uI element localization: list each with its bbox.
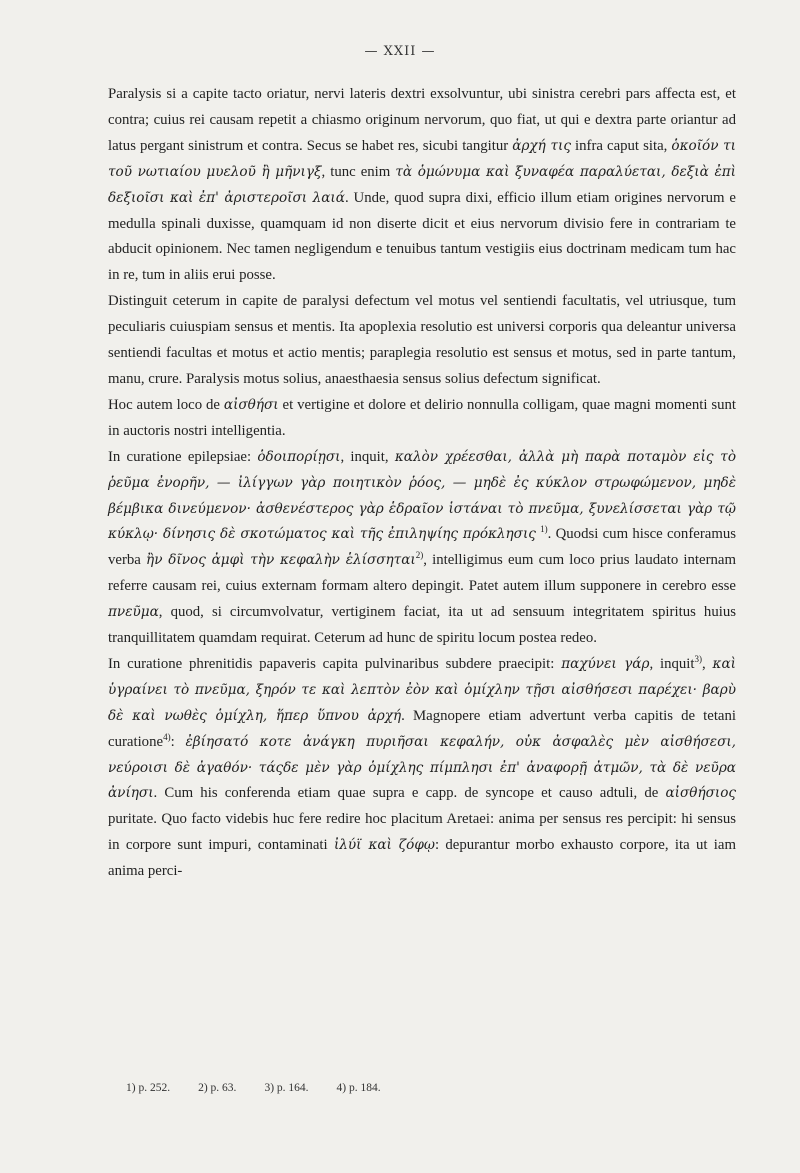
footnote: 3) p. 164. bbox=[264, 1082, 309, 1094]
greek-quote: αἰσθήσι bbox=[223, 396, 279, 413]
greek-quote: ἰλύϊ καὶ ζόφῳ bbox=[333, 837, 435, 854]
paragraph bbox=[108, 82, 736, 289]
footnote: 4) p. 184. bbox=[336, 1082, 381, 1094]
body-text bbox=[108, 82, 736, 885]
latin-text: . Quodsi cum hisce conferamus verba bbox=[108, 526, 736, 569]
latin-text: et vertigine et dolore et delirio nonnulla colligam, quae magni momenti sunt in auctoris nostri intelligentia. bbox=[108, 396, 737, 439]
footnote: 2) p. 63. bbox=[198, 1082, 237, 1094]
paragraph bbox=[108, 652, 736, 885]
paragraph bbox=[108, 289, 736, 393]
latin-text: infra caput sita, bbox=[570, 137, 672, 154]
latin-text: : bbox=[170, 733, 186, 750]
latin-text: . Magnopere etiam advertunt verba capitis de tetani curatione bbox=[108, 707, 737, 750]
latin-text: . Unde, quod supra dixi, efficio illum etiam origines nervorum e medulla spinali duxisse, quamquam id non diserte dicit et eius nervorum divisio fere in contrariam te abducit opinionem. Nec tamen negligendum e tenuibus tantum vestigiis eius doctrinam medicam tum hac in re, tum in aliis erui posse. bbox=[108, 189, 736, 284]
footnotes bbox=[126, 1082, 409, 1094]
latin-text: , quod, si circumvolvatur, vertiginem faciat, ita ut ad sensuum integritatem spiritus huius tranquillitatem quamdam requirat. Ceterum ad hunc de spiritu locum postea redeo. bbox=[108, 604, 736, 647]
greek-quote: ἀρχή τις bbox=[512, 137, 571, 154]
greek-quote: καλὸν χρέεσθαι, ἀλλὰ μὴ παρὰ ποταμὸν εἰς τὸ ῥεῦμα ἐνορῆν, — ἰλίγγων γὰρ ποιητικὸν ῥόος, — μηδὲ ἐς κύκλον στρωφώμενον, μηδὲ βέμβικα δινεύμενον· ἀσθενέστερος γὰρ ἑδραῖον ἱστάναι τὸ πνεῦμα, ξυνελίσσεται γὰρ τῷ κύκλῳ· δίνησις δὲ σκοτώματος καὶ τῆς ἐπιληψίης πρόκλησις bbox=[108, 448, 737, 543]
greek-quote: παχύνει γάρ bbox=[561, 655, 650, 672]
greek-quote: ἢν δῖνος ἀμφὶ τὴν κεφαλὴν ἑλίσσηται bbox=[146, 552, 416, 569]
latin-text: . Cum his conferenda etiam quae supra e capp. de syncope et causo adtuli, de bbox=[153, 785, 666, 802]
latin-text: : depurantur morbo exhausto corpore, ita ut iam anima perci- bbox=[108, 837, 736, 880]
latin-text: , bbox=[702, 655, 713, 672]
latin-text: , intelligimus eum cum loco prius laudato internam referre causam rei, cuius externam formam altero depingit. Patet autem illum supponere in cerebro esse bbox=[108, 552, 736, 595]
latin-text: , inquit, bbox=[340, 448, 395, 465]
greek-quote: ὁκοῖόν τι τοῦ νωτιαίου μυελοῦ ἢ μῆνιγξ bbox=[108, 137, 736, 180]
footnote-ref: 4) bbox=[163, 731, 171, 742]
latin-text: In curatione phrenitidis papaveris capita pulvinaribus subdere praecipit: bbox=[108, 655, 562, 672]
latin-text: , inquit bbox=[649, 655, 695, 672]
greek-quote: ἐβίησατό κοτε ἀνάγκη πυριῆσαι κεφαλήν, οὐκ ἀσφαλὲς μὲν αἰσθήσεσι, νεύροισι δὲ ἀγαθόν· τάςδε μὲν γὰρ ὁμίχλης πίμπλησι ἐπ' ἀναφορῇ ἀτμῶν, τὰ δὲ νεῦρα ἀνίησι bbox=[108, 733, 737, 802]
latin-text: Paralysis si a capite tacto oriatur, nervi lateris dextri exsolvuntur, ubi sinistra cerebri pars affecta est, et contra; cuius rei causam repetit a chiasmo originum nervorum, quo fiat, ut qui e dextra parte oriantur ad latus pergant sinistrum et contra. Secus se habet res, sicubi tangitur bbox=[108, 86, 736, 154]
latin-text: Hoc autem loco de bbox=[108, 396, 224, 413]
footnote-ref: 3) bbox=[694, 654, 703, 665]
latin-text: In curatione epilepsiae: bbox=[108, 448, 258, 465]
page-number: — XXII — bbox=[364, 44, 436, 59]
greek-quote: καὶ ὑγραίνει τὸ πνεῦμα, ξηρόν τε καὶ λεπτὸν ἐὸν καὶ ὁμίχλην τῇσι αἰσθήσεσι παρέχει· βαρὺ δὲ καὶ νωθὲς ὁμίχλη, ἥπερ ὕπνου ἀρχή bbox=[108, 655, 736, 724]
greek-quote: τὰ ὁμώνυμα καὶ ξυναφέα παραλύεται, δεξιὰ ἐπὶ δεξιοῖσι καὶ ἐπ' ἀριστεροῖσι λαιά bbox=[108, 163, 737, 206]
latin-text: , tunc enim bbox=[321, 163, 396, 180]
paragraph bbox=[108, 393, 736, 445]
footnote-ref: 2) bbox=[415, 550, 424, 561]
greek-quote: ὁδοιπορίῃσι bbox=[257, 448, 341, 465]
latin-text: Distinguit ceterum in capite de paralysi defectum vel motus vel sentiendi facultatis, vel utriusque, tum peculiaris cuiuspiam sensus et mentis. Ita apoplexia resolutio est universi corporis qua deleantur universa sentiendi facultas et motus et actio mentis; paraplegia resolutio est sensus et motus, sed in parte tantum, manu, crure. Paralysis motus solius, anaesthaesia sensus solius defectum significat. bbox=[108, 293, 736, 387]
footnote: 1) p. 252. bbox=[126, 1082, 171, 1094]
greek-quote: πνεῦμα bbox=[108, 604, 159, 621]
paragraph bbox=[108, 445, 736, 652]
footnote-ref: 1) bbox=[540, 524, 548, 535]
latin-text: puritate. Quo facto videbis huc fere redire hoc placitum Aretaei: anima per sensus res percipit: hi sensus in corpore sunt impuri, contaminati bbox=[108, 811, 736, 854]
greek-quote: αἰσθήσιος bbox=[665, 785, 736, 802]
